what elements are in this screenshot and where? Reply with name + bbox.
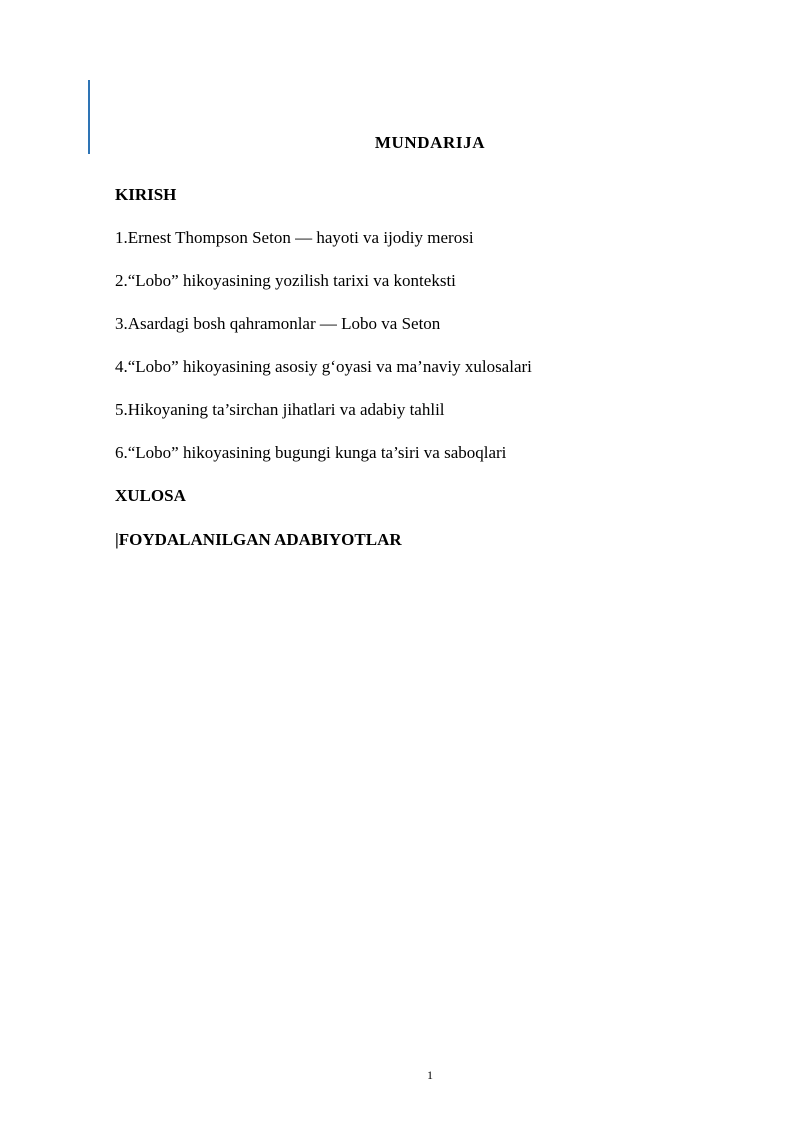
page-number: 1 (427, 1068, 433, 1082)
toc-item-xulosa: XULOSA (115, 486, 186, 505)
page-title: MUNDARIJA (374, 133, 486, 152)
toc-item-3: 3.Asardagi bosh qahramonlar — Lobo va Seton (115, 314, 441, 333)
toc-item-5: 5.Hikoyaning ta’sirchan jihatlari va adabiy tahlil (115, 400, 445, 419)
toc-item-2: 2.“Lobo” hikoyasining yozilish tarixi va konteksti (115, 271, 456, 290)
toc-item-1: 1.Ernest Thompson Seton — hayoti va ijodiy merosi (115, 228, 474, 247)
toc-item-6: 6.“Lobo” hikoyasining bugungi kunga ta’siri va saboqlari (115, 443, 507, 462)
toc-item-kirish: KIRISH (115, 185, 177, 204)
toc-item-adabiyotlar: |FOYDALANILGAN ADABIYOTLAR (115, 530, 402, 549)
toc-item-4: 4.“Lobo” hikoyasining asosiy g‘oyasi va ma’naviy xulosalari (115, 357, 532, 376)
